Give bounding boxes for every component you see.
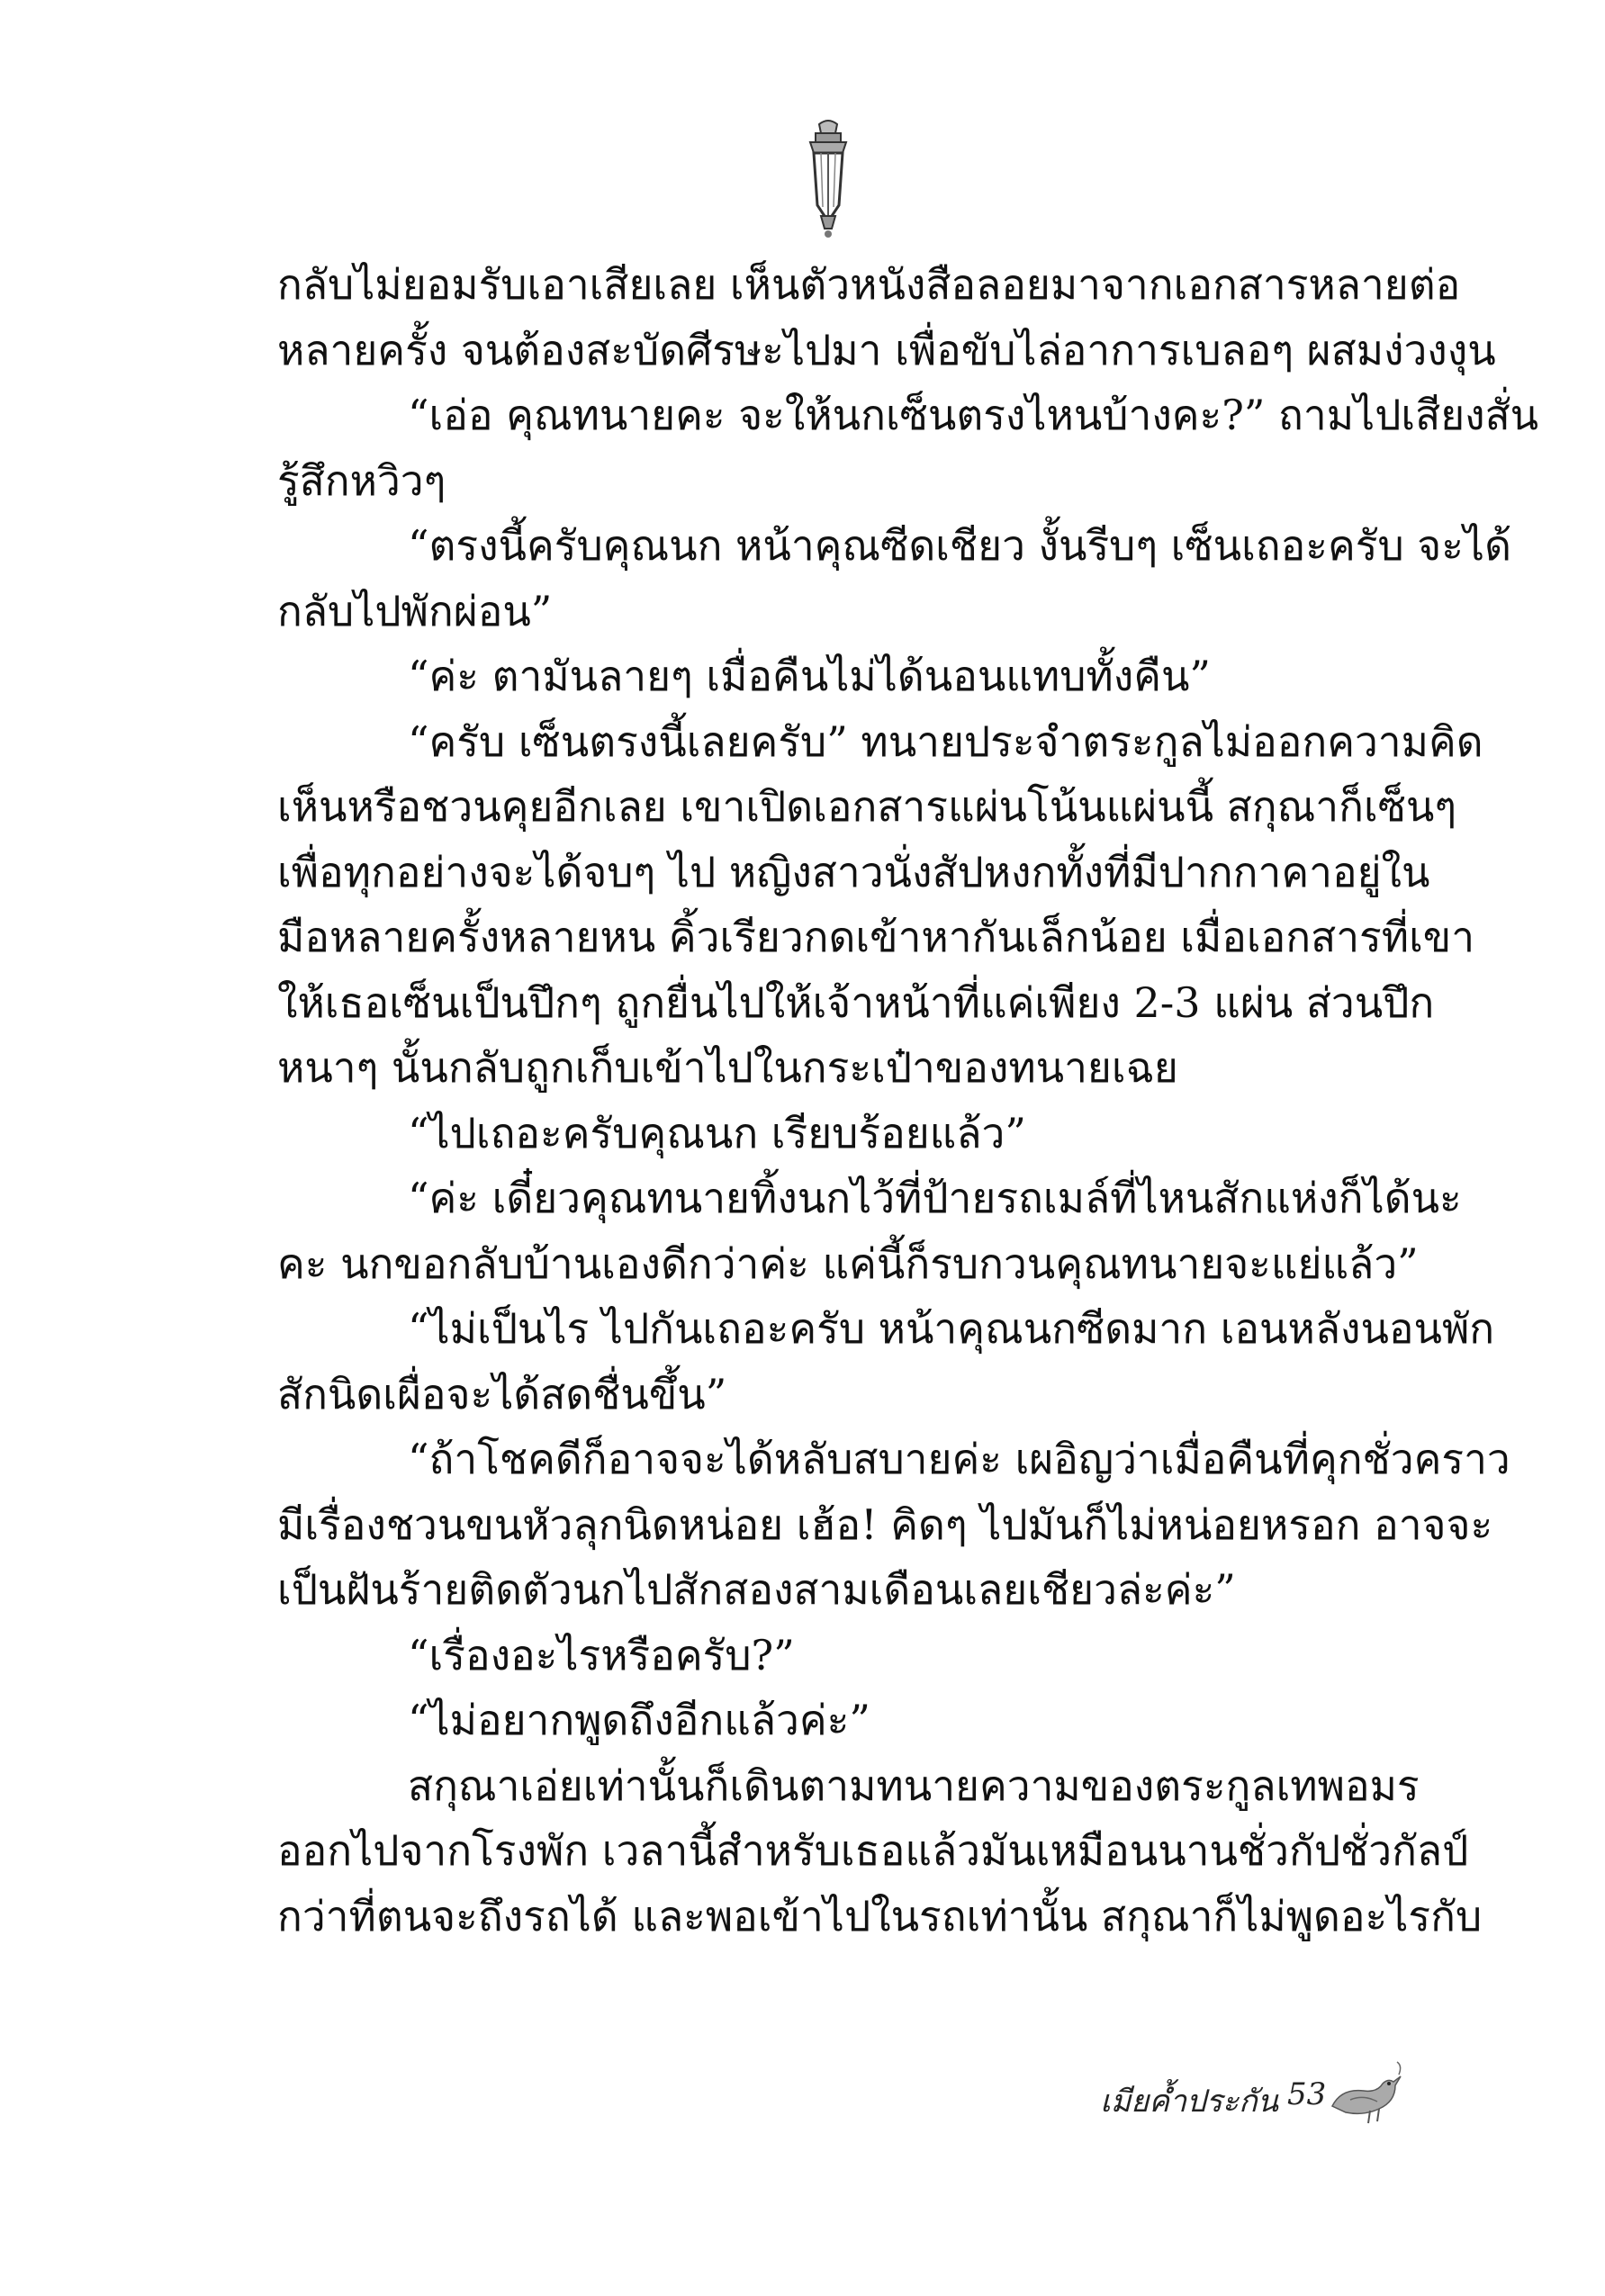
- text-line: กลับไปพักผ่อน”: [277, 586, 553, 635]
- text-line: ให้เธอเซ็นเป็นปึกๆ ถูกยื่นไปให้เจ้าหน้าที่แค่เพียง 2-3 แผ่น ส่วนปึก: [277, 977, 1435, 1027]
- text-line: “ไม่เป็นไร ไปกันเถอะครับ หน้าคุณนกซีดมาก เอนหลังนอนพัก: [408, 1304, 1495, 1353]
- text-line: หนาๆ นั้นกลับถูกเก็บเข้าไปในกระเป๋าของทนายเฉย: [277, 1043, 1178, 1092]
- text-line: เป็นฝันร้ายติดตัวนกไปสักสองสามเดือนเลยเชียวล่ะค่ะ”: [277, 1565, 1236, 1614]
- text-line: สักนิดเผื่อจะได้สดชื่นขึ้น”: [277, 1369, 727, 1418]
- page-footer: [900, 2057, 1404, 2156]
- text-line: รู้สึกหวิวๆ: [277, 455, 446, 505]
- text-line: “ค่ะ ตามันลายๆ เมื่อคืนไม่ได้นอนแทบทั้งคืน”: [408, 652, 1211, 700]
- page-number: 53: [1287, 2076, 1327, 2112]
- text-line: “เรื่องอะไรหรือครับ?”: [408, 1630, 795, 1679]
- text-line: หลายครั้ง จนต้องสะบัดศีรษะไปมา เพื่อขับไล่อาการเบลอๆ ผสมง่วงงุน: [277, 325, 1496, 374]
- text-line: “ไปเถอะครับคุณนก เรียบร้อยแล้ว”: [408, 1108, 1026, 1157]
- text-line: สกุณาเอ่ยเท่านั้นก็เดินตามทนายความของตระกูลเทพอมร: [408, 1760, 1420, 1810]
- text-line: เพื่อทุกอย่างจะได้จบๆ ไป หญิงสาวนั่งสัปหงกทั้งที่มีปากกาคาอยู่ใน: [277, 847, 1430, 896]
- text-line: “ไม่อยากพูดถึงอีกแล้วค่ะ”: [408, 1696, 870, 1744]
- book-title: เมียค้ำประกัน: [1100, 2084, 1278, 2120]
- text-line: “เอ่อ คุณทนายคะ จะให้นกเซ็นตรงไหนบ้างคะ?” ถามไปเสียงสั่น: [408, 391, 1539, 439]
- lantern-ornament-icon: [783, 115, 873, 241]
- text-line: มีเรื่องชวนขนหัวลุกนิดหน่อย เฮ้อ! คิดๆ ไปมันก็ไม่หน่อยหรอก อาจจะ: [277, 1499, 1493, 1549]
- text-line: กลับไม่ยอมรับเอาเสียเลย เห็นตัวหนังสือลอยมาจากเอกสารหลายต่อ: [277, 260, 1461, 309]
- text-line: กว่าที่ตนจะถึงรถได้ และพอเข้าไปในรถเท่านั้น สกุณาก็ไม่พูดอะไรกับ: [277, 1891, 1483, 1940]
- bird-icon: [1323, 2057, 1404, 2138]
- text-line: “ค่ะ เดี๋ยวคุณทนายทิ้งนกไว้ที่ป้ายรถเมล์ที่ไหนสักแห่งก็ได้นะ: [408, 1174, 1462, 1222]
- text-line: “ตรงนี้ครับคุณนก หน้าคุณซีดเชียว งั้นรีบๆ เซ็นเถอะครับ จะได้: [408, 521, 1511, 570]
- text-line: เห็นหรือชวนคุยอีกเลย เขาเปิดเอกสารแผ่นโน้นแผ่นนี้ สกุณาก็เซ็นๆ: [277, 782, 1457, 831]
- text-line: มือหลายครั้งหลายหน คิ้วเรียวกดเข้าหากันเล็กน้อย เมื่อเอกสารที่เขา: [277, 913, 1475, 961]
- body-text: [277, 252, 1539, 1949]
- text-line: “ครับ เซ็นตรงนี้เลยครับ” ทนายประจำตระกูลไม่ออกความคิด: [408, 716, 1483, 766]
- text-line: คะ นกขอกลับบ้านเองดีกว่าค่ะ แค่นี้ก็รบกวนคุณทนายจะแย่แล้ว”: [277, 1238, 1419, 1288]
- text-line: “ถ้าโชคดีก็อาจจะได้หลับสบายค่ะ เผอิญว่าเมื่อคืนที่คุกชั่วคราว: [408, 1435, 1510, 1483]
- text-line: ออกไปจากโรงพัก เวลานี้สำหรับเธอแล้วมันเหมือนนานชั่วกัปชั่วกัลป์: [277, 1826, 1469, 1875]
